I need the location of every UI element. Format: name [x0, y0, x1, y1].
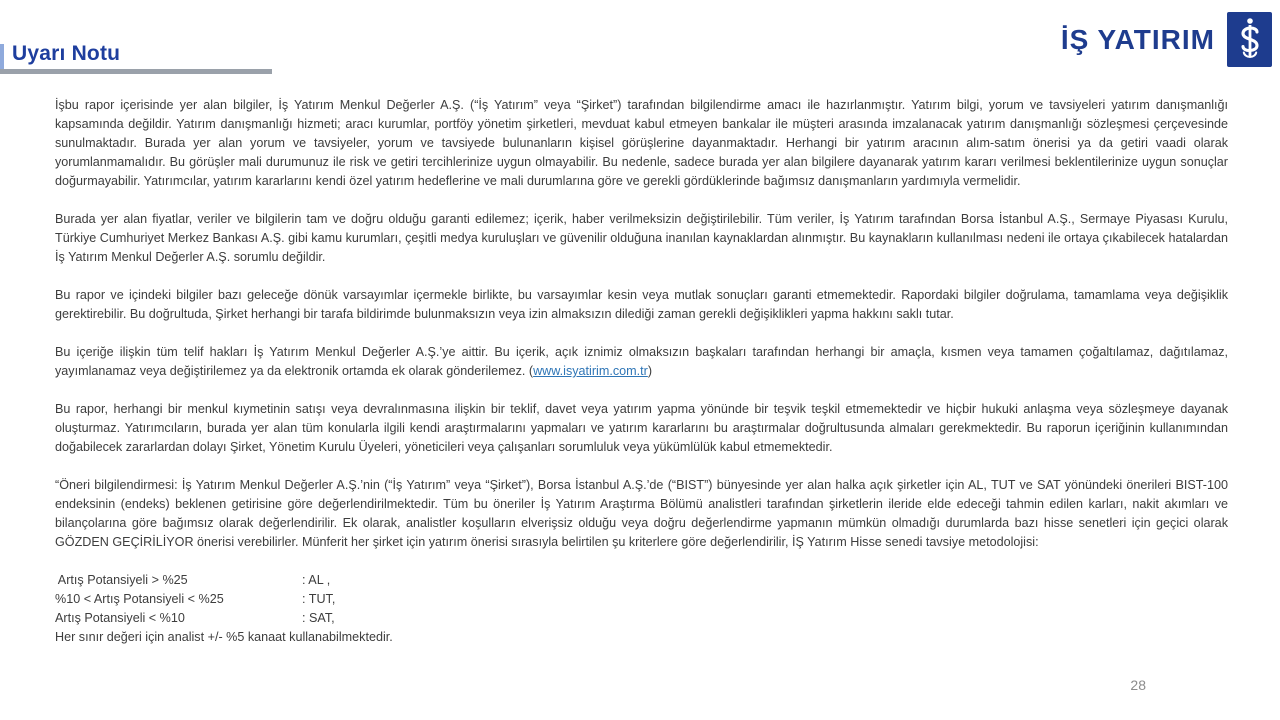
page-number: 28: [1130, 677, 1146, 693]
criteria-condition: Artış Potansiyeli > %25: [55, 573, 188, 587]
criteria-row-sat: [55, 609, 1228, 628]
criteria-rating: : SAT,: [302, 611, 335, 625]
title-accent-strip: [0, 44, 4, 70]
disclaimer-paragraph-1: İşbu rapor içerisinde yer alan bilgiler, İş Yatırım Menkul Değerler A.Ş. (“İş Yatırım” veya “Şirket”) tarafından bilgilendirme amacı ile hazırlanmıştır. Yatırım bilgi, yorum ve tavsiyeleri yatırım danışmanlığı kapsamında değildir. Yatırım danışmanlığı hizmeti; aracı kurumlar, portföy yönetim şirketleri, mevduat kabul etmeyen bankalar ile müşteri arasında imzalanacak yatırım danışmanlığı sözleşmesi çerçevesinde sunulmaktadır. Burada yer alan yorum ve tavsiyeler, yorum ve tavsiyede bulunanların kişisel görüşlerine dayanmaktadır. Herhangi bir yatırım aracının alım-satım önerisi ya da getiri vaadi olarak yorumlanmamalıdır. Bu görüşler mali durumunuz ile risk ve getiri tercihlerinize uygun olmayabilir. Bu nedenle, sadece burada yer alan bilgilere dayanarak yatırım kararı verilmesi beklentilerinize uygun sonuçlar doğurmayabilir. Yatırımcılar, yatırım kararlarını kendi özel yatırım hedeflerine ve mali durumlarına göre ve gerekli gördüklerinde bağımsız danışmanların yardımıyla vermelidir.: [55, 98, 1228, 188]
copyright-text-after-link: ): [647, 364, 653, 378]
criteria-row-al: [55, 571, 1228, 590]
isyatirim-website-link[interactable]: www.isyatirim.com.tr: [533, 364, 648, 378]
page-title: Uyarı Notu: [12, 42, 121, 65]
title-underline: [0, 69, 272, 74]
criteria-note: Her sınır değeri için analist +/- %5 kanaat kullanabilmektedir.: [55, 630, 393, 644]
logo-text: İŞ YATIRIM: [1060, 23, 1215, 55]
copyright-text-before-link: Bu içeriğe ilişkin tüm telif hakları İş Yatırım Menkul Değerler A.Ş.’ye aittir. Bu içerik, açık iznimiz olmaksızın başkaları tarafından herhangi bir amaçla, kısmen veya tamamen çoğaltılamaz, dağıtılamaz, yayımlanamaz veya değiştirilemez ya da elektronik ortamda ek olarak gönderilemez. (: [55, 345, 1228, 378]
disclaimer-paragraph-3: Bu rapor ve içindeki bilgiler bazı geleceğe dönük varsayımlar içermekle birlikte, bu varsayımlar kesin veya mutlak sonuçları garanti etmemektedir. Rapordaki bilgiler doğrulama, tamamlama veya değişiklik gerektirebilir. Bu doğrultuda, Şirket herhangi bir tarafa bildirimde bulunmaksızın veya izin almaksızın dilediği zaman gerekli değişiklikleri yapma hakkını saklı tutar.: [55, 288, 1228, 321]
criteria-rating: : TUT,: [302, 592, 336, 606]
is-yatirim-monogram-icon: [1227, 12, 1272, 67]
disclaimer-paragraph-6: “Öneri bilgilendirmesi: İş Yatırım Menkul Değerler A.Ş.’nin (“İş Yatırım” veya “Şirket”), Borsa İstanbul A.Ş.’de (“BIST”) bünyesinde yer alan halka açık şirketler için AL, TUT ve SAT yönündeki önerileri BIST-100 endeksinin (endeks) beklenen getirisine göre değerlendirilmektedir. Tüm bu öneriler İş Yatırım Araştırma Bölümü analistleri tarafından şirketlerin ileride elde edeceği tahmin edilen karları, nakit akımları ve bilançolarına göre bağımsız olarak değerlendirilir. Ek olarak, analistler koşulların elverişsiz olduğu veya doğru değerlendirme yapmanın mümkün olmadığı durumlarda bazı hisse senetleri için geçici olarak GÖZDEN GEÇİRİLİYOR önerisi verebilirler. Münferit her şirket için yatırım önerisi sırasıyla belirtilen şu kriterlere göre değerlendirilir, İŞ Yatırım Hisse senedi tavsiye metodolojisi:: [55, 478, 1228, 549]
criteria-row-tut: [55, 590, 1228, 609]
disclaimer-body: [55, 96, 1228, 666]
criteria-condition: %10 < Artış Potansiyeli < %25: [55, 592, 224, 606]
criteria-condition: Artış Potansiyeli < %10: [55, 611, 185, 625]
disclaimer-paragraph-2: Burada yer alan fiyatlar, veriler ve bilgilerin tam ve doğru olduğu garanti edilemez; içerik, haber verilmeksizin değiştirilebilir. Tüm veriler, İş Yatırım tarafından Borsa İstanbul A.Ş., Sermaye Piyasası Kurulu, Türkiye Cumhuriyet Merkez Bankası A.Ş. gibi kamu kurumları, çeşitli medya kuruluşları ve güvenilir olduğuna inanılan kaynaklardan alınmıştır. Bu kaynakların kullanılması nedeni ile ortaya çıkabilecek hatalardan İş Yatırım Menkul Değerler A.Ş. sorumlu değildir.: [55, 212, 1228, 264]
company-logo: [1061, 12, 1272, 67]
disclaimer-paragraph-5: Bu rapor, herhangi bir menkul kıymetinin satışı veya devralınmasına ilişkin bir teklif, davet veya yatırım yapma yönünde bir teşvik teşkil etmemektedir ve hiçbir hukuki anlaşma veya sözleşmeye dayanak oluşturmaz. Yatırımcıların, burada yer alan tüm konularla ilgili kendi araştırmalarını yapmaları ve yatırım kararlarını bu araştırmalar doğrultusunda almaları gerekmektedir. Bu raporun içeriğinin kullanımından doğabilecek zararlardan dolayı Şirket, Yönetim Kurulu Üyeleri, yöneticileri veya çalışanları sorumluluk veya yükümlülük kabul etmemektedir.: [55, 402, 1228, 454]
rating-criteria: [55, 571, 1228, 647]
criteria-rating: : AL ,: [302, 573, 331, 587]
disclaimer-paragraph-copyright: [55, 343, 1228, 381]
